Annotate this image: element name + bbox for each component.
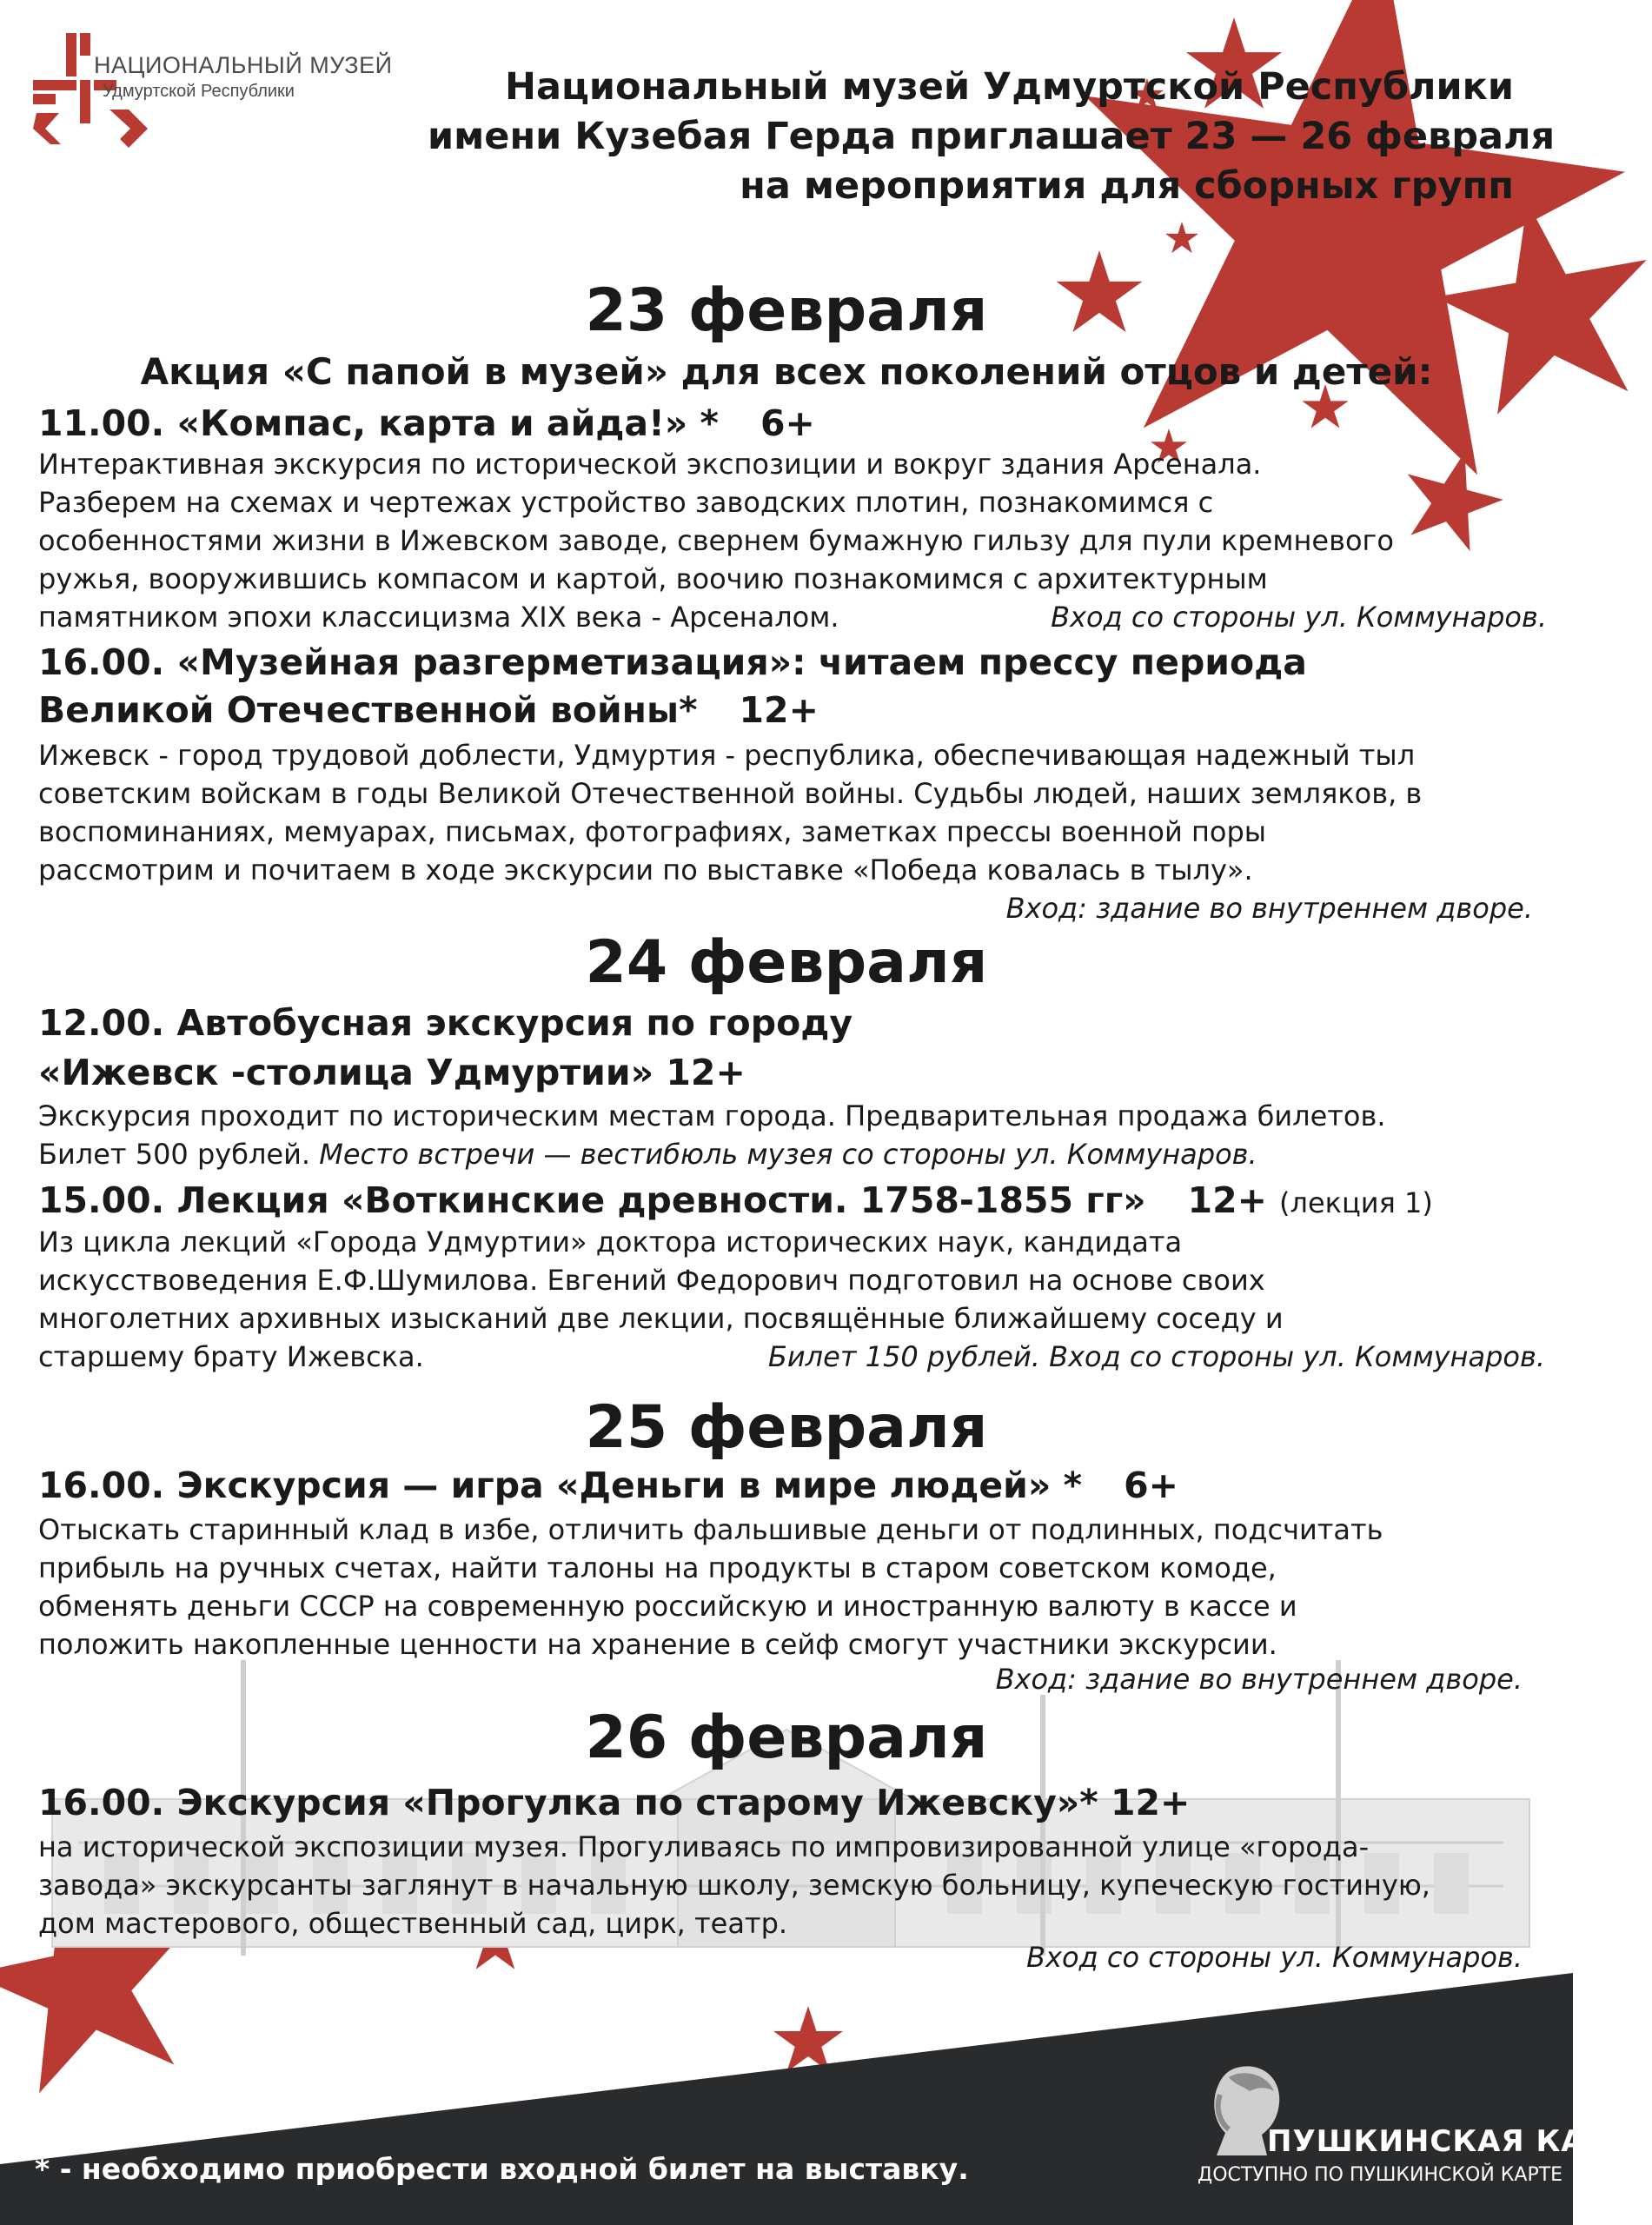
logo-subtitle: Удмуртской Республики xyxy=(103,82,295,101)
description-line: многолетних архивных изысканий две лекции, посвящённые ближайшему соседу и xyxy=(38,1302,1284,1335)
event-name: 11.00. «Компас, карта и айда!» * xyxy=(38,402,719,444)
description-line: Интерактивная экскурсия по исторической экспозиции и вокруг здания Арсенала. xyxy=(38,448,1262,481)
age-rating: 12+ xyxy=(1187,1179,1268,1221)
description-text: старшему брату Ижевска. xyxy=(38,1340,424,1373)
description-line xyxy=(38,1135,1550,1173)
day-title-26: 26 февраля xyxy=(585,1704,988,1772)
age-rating: 12+ xyxy=(739,689,819,731)
star-icon xyxy=(1165,222,1198,253)
event-description-26-1 xyxy=(38,1828,1550,1943)
description-line: советским войскам в годы Великой Отечественной войны. Судьбы людей, наших земляков, в xyxy=(38,777,1423,810)
logo-title: НАЦИОНАЛЬНЫЙ МУЗЕЙ xyxy=(94,52,393,78)
event-title-23-1 xyxy=(38,402,815,444)
description-line: Разберем на схемах и чертежах устройство заводских плотин, познакомимся с xyxy=(38,486,1214,519)
description-line: на исторической экспозиции музея. Прогуливаясь по импровизированной улице «города- xyxy=(38,1830,1370,1863)
description-line: Отыскать старинный клад в избе, отличить фальшивые деньги от подлинных, подсчитать xyxy=(38,1513,1383,1546)
header xyxy=(428,63,1556,211)
event-name: Великой Отечественной войны* xyxy=(38,689,698,731)
description-line: обменять деньги СССР на современную российскую и иностранную валюту в кассе и xyxy=(38,1590,1297,1623)
star-icon xyxy=(773,2006,843,2072)
event-name: 15.00. Лекция «Воткинские древности. 1758-1855 гг» xyxy=(38,1179,1146,1221)
entry-note: Вход со стороны ул. Коммунаров. xyxy=(1026,1941,1523,1974)
description-line: Экскурсия проходит по историческим местам города. Предварительная продажа билетов. xyxy=(38,1099,1386,1132)
event-name: 16.00. Экскурсия — игра «Деньги в мире людей» * xyxy=(38,1465,1083,1506)
age-rating: 6+ xyxy=(1124,1465,1179,1506)
description-line: особенностями жизни в Ижевском заводе, свернем бумажную гильзу для пули кремневого xyxy=(38,524,1394,557)
description-line: искусствоведения Е.Ф.Шумилова. Евгений Федорович подготовил на основе своих xyxy=(38,1264,1265,1297)
event-title-23-2 xyxy=(38,641,1307,683)
event-description-25-1 xyxy=(38,1511,1550,1664)
event-description-23-1 xyxy=(38,445,1550,636)
description-line: Из цикла лекций «Города Удмуртии» доктора исторических наук, кандидата xyxy=(38,1225,1183,1259)
day-title-23: 23 февраля xyxy=(585,276,988,345)
pushkin-card-logo xyxy=(1191,2060,1652,2190)
description-line: ружья, вооружившись компасом и картой, воочию познакомимся с архитектурным xyxy=(38,562,1268,595)
event-description-24-2 xyxy=(38,1223,1550,1376)
age-rating: 6+ xyxy=(760,402,815,444)
day-title-25: 25 февраля xyxy=(585,1393,988,1462)
action-title: Акция «С папой в музей» для всех поколений отцов и детей: xyxy=(140,350,1433,393)
pushkin-card-subtitle: ДОСТУПНО ПО ПУШКИНСКОЙ КАРТЕ xyxy=(1198,2164,1563,2186)
event-title-25-1 xyxy=(38,1465,1178,1506)
description-text: памятником эпохи классицизма XIX века - Арсеналом. xyxy=(38,601,839,634)
description-line: Ижевск - город трудовой доблести, Удмуртия - республика, обеспечивающая надежный тыл xyxy=(38,739,1416,772)
header-line: Национальный музей Удмуртской Республики xyxy=(504,65,1514,109)
description-line: воспоминаниях, мемуарах, письмах, фотографиях, заметках прессы военной поры xyxy=(38,815,1267,848)
description-line: положить накопленные ценности на хранение в сейф смогут участники экскурсии. xyxy=(38,1628,1277,1661)
header-line: на мероприятия для сборных групп xyxy=(740,164,1514,208)
event-title-23-2-cont xyxy=(38,689,819,731)
day-title-24: 24 февраля xyxy=(585,928,988,997)
description-line: дом мастерового, общественный сад, цирк, театр. xyxy=(38,1907,788,1940)
entry-note: Вход со стороны ул. Коммунаров. xyxy=(1051,601,1547,634)
event-title-26-1: 16.00. Экскурсия «Прогулка по старому Ижевску»* 12+ xyxy=(38,1782,1191,1823)
description-line xyxy=(38,598,1550,636)
description-line xyxy=(38,1338,1550,1376)
entry-note: Вход: здание во внутреннем дворе. xyxy=(1005,892,1533,925)
pushkin-card-title: ПУШКИНСКАЯ КАРТА xyxy=(1267,2124,1652,2159)
lecture-note: (лекция 1) xyxy=(1279,1186,1433,1219)
header-line: имени Кузебая Герда приглашает 23 — 26 февраля xyxy=(428,115,1556,158)
footnote: * - необходимо приобрести входной билет на выставку. xyxy=(35,2152,969,2186)
event-name: 16.00. «Музейная разгерметизация»: читаем прессу периода xyxy=(38,641,1307,683)
museum-logo xyxy=(26,26,393,156)
event-title-24-1-cont: «Ижевск -столица Удмуртии» 12+ xyxy=(38,1052,746,1093)
price-text: Билет 500 рублей. xyxy=(38,1138,311,1171)
entry-note: Билет 150 рублей. Вход со стороны ул. Коммунаров. xyxy=(767,1340,1545,1373)
description-line: рассмотрим и почитаем в ходе экскурсии по выставке «Победа ковалась в тылу». xyxy=(38,853,1253,887)
event-description-24-1 xyxy=(38,1097,1550,1173)
description-line: завода» экскурсанты заглянут в начальную школу, земскую больницу, купеческую гостиную, xyxy=(38,1869,1430,1902)
entry-note: Вход: здание во внутреннем дворе. xyxy=(995,1663,1523,1696)
event-title-24-2 xyxy=(38,1179,1433,1221)
meeting-point: Место встречи — вестибюль музея со стороны ул. Коммунаров. xyxy=(319,1138,1257,1171)
description-line: прибыль на ручных счетах, найти талоны на продукты в старом советском комоде, xyxy=(38,1551,1277,1584)
event-title-24-1: 12.00. Автобусная экскурсия по городу xyxy=(38,1002,853,1044)
event-description-23-2 xyxy=(38,736,1550,889)
